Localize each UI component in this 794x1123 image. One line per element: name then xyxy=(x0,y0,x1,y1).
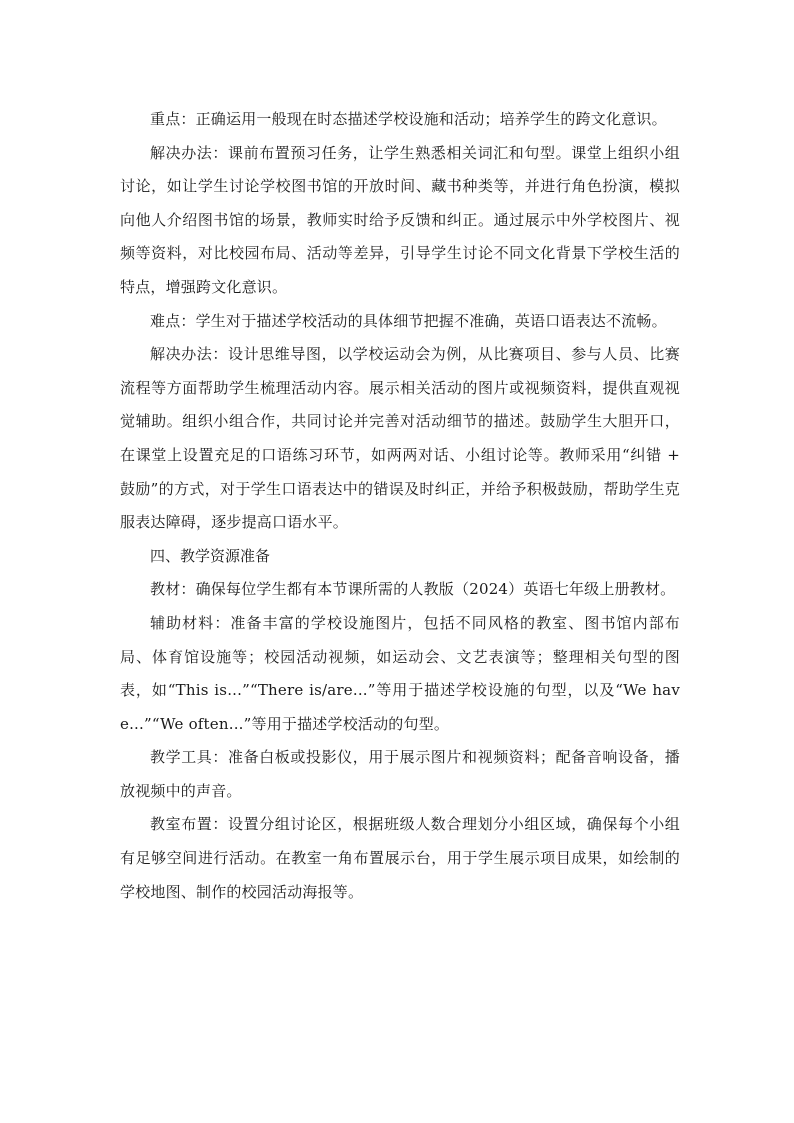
auxiliary-materials-paragraph: 辅助材料：准备丰富的学校设施图片，包括不同风格的教室、图书馆内部布局、体育馆设施等；校园活动视频，如运动会、文艺表演等；整理相关句型的图表，如“This is...”“There is/are...”等用于描述学校设施的句型，以及“We have...”“We often...”等用于描述学校活动的句型。 xyxy=(120,613,680,733)
key-point-paragraph: 重点：正确运用一般现在时态描述学校设施和活动；培养学生的跨文化意识。 xyxy=(150,110,667,128)
teaching-tools-paragraph: 教学工具：准备白板或投影仪，用于展示图片和视频资料；配备音响设备，播放视频中的声音。 xyxy=(120,748,680,800)
classroom-layout-paragraph: 教室布置：设置分组讨论区，根据班级人数合理划分小组区域，确保每个小组有足够空间进行活动。在教室一角布置展示台，用于学生展示项目成果，如绘制的学校地图、制作的校园活动海报等。 xyxy=(120,815,680,901)
document-body xyxy=(120,103,680,909)
section-heading-resources: 四、教学资源准备 xyxy=(150,546,271,565)
difficulty-solution-paragraph: 解决办法：设计思维导图，以学校运动会为例，从比赛项目、参与人员、比赛流程等方面帮助学生梳理活动内容。展示相关活动的图片或视频资料，提供直观视觉辅助。组织小组合作，共同讨论并完善对活动细节的描述。鼓励学生大胆开口，在课堂上设置充足的口语练习环节，如两两对话、小组讨论等。教师采用“纠错 + 鼓励”的方式，对于学生口语表达中的错误及时纠正，并给予积极鼓励，帮助学生克服表达障碍，逐步提高口语水平。 xyxy=(120,345,680,532)
key-point-solution-paragraph: 解决办法：课前布置预习任务，让学生熟悉相关词汇和句型。课堂上组织小组讨论，如让学生讨论学校图书馆的开放时间、藏书种类等，并进行角色扮演，模拟向他人介绍图书馆的场景，教师实时给予反馈和纠正。通过展示中外学校图片、视频等资料，对比校园布局、活动等差异，引导学生讨论不同文化背景下学校生活的特点，增强跨文化意识。 xyxy=(120,143,680,296)
textbook-paragraph: 教材：确保每位学生都有本节课所需的人教版（2024）英语七年级上册教材。 xyxy=(150,580,676,599)
difficulty-paragraph: 难点：学生对于描述学校活动的具体细节把握不准确，英语口语表达不流畅。 xyxy=(150,311,667,330)
